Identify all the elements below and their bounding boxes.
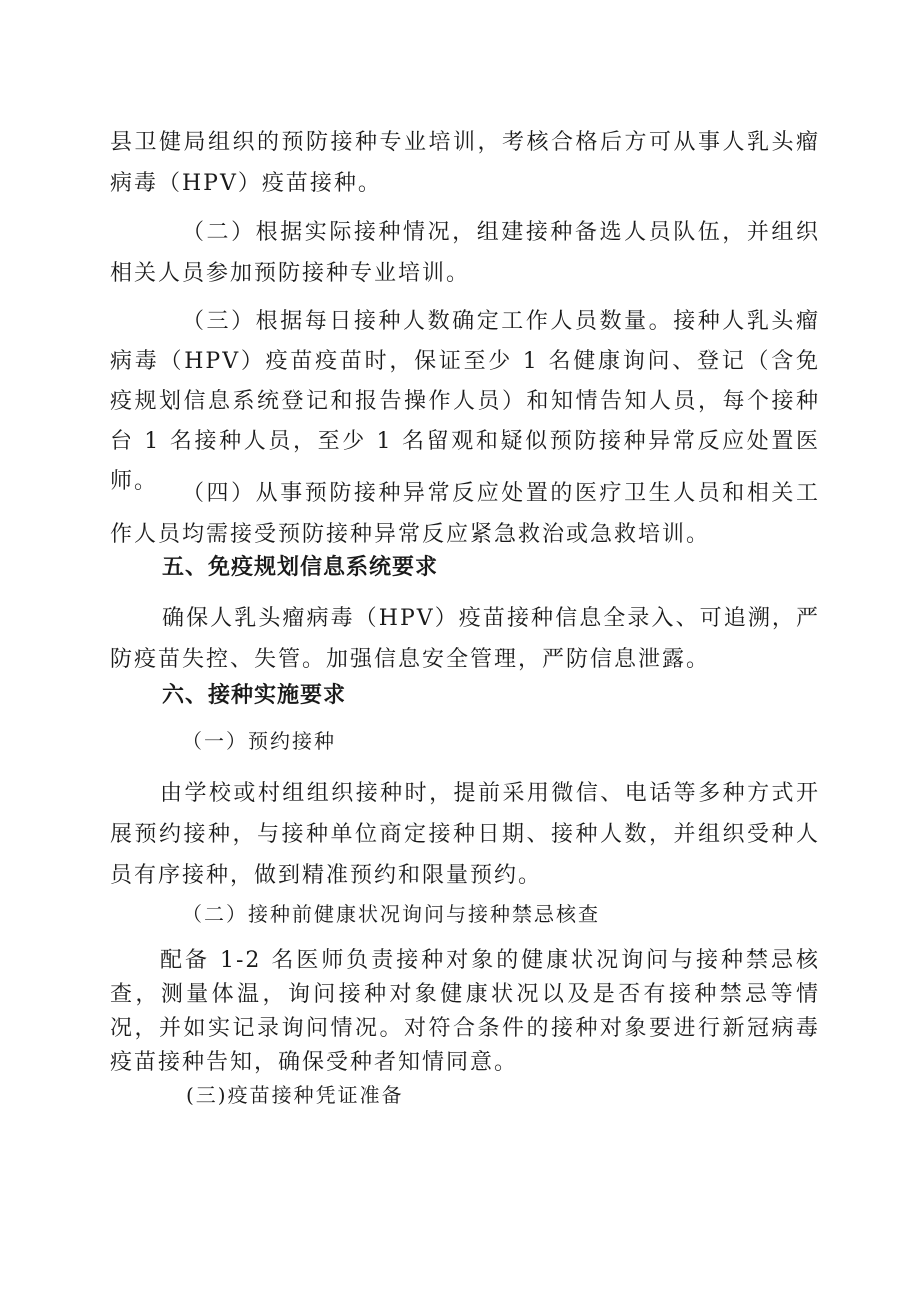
paragraph-training-continued: 县卫健局组织的预防接种专业培训，考核合格后方可从事人乳头瘤病毒（HPV）疫苗接种。 [110,130,820,196]
section-heading-6: 六、接种实施要求 [162,683,347,708]
section-heading-5: 五、免疫规划信息系统要求 [162,555,439,580]
subheading-health-check: （二）接种前健康状况询问与接种禁忌核查 [182,902,600,926]
paragraph-item-4-emergency-training: （四）从事预防接种异常反应处置的医疗卫生人员和相关工作人员均需接受预防接种异常反应紧急救治或急救培训。 [110,481,820,547]
paragraph-appointment: 由学校或村组组织接种时，提前采用微信、电话等多种方式开展预约接种，与接种单位商定接种日期、接种人数，并组织受种人员有序接种，做到精准预约和限量预约。 [110,781,820,888]
paragraph-item-3-staffing: （三）根据每日接种人数确定工作人员数量。接种人乳头瘤病毒（HPV）疫苗疫苗时，保证至少 1 名健康询问、登记（含免疫规划信息系统登记和报告操作人员）和知情告知人员，每个接种台 1 名接种人员，至少 1 名留观和疑似预防接种异常反应处置医师。 [110,309,820,494]
subheading-appointment: （一）预约接种 [182,729,336,753]
paragraph-info-system: 确保人乳头瘤病毒（HPV）疫苗接种信息全录入、可追溯，严防疫苗失控、失管。加强信息安全管理，严防信息泄露。 [110,606,820,672]
subheading-vaccination-certificate: (三)疫苗接种凭证准备 [186,1083,404,1107]
paragraph-health-check: 配备 1-2 名医师负责接种对象的健康状况询问与接种禁忌核查，测量体温，询问接种对象健康状况以及是否有接种禁忌等情况，并如实记录询问情况。对符合条件的接种对象要进行新冠病毒疫苗接种告知，确保受种者知情同意。 [110,948,820,1075]
paragraph-item-2-backup-staff: （二）根据实际接种情况，组建接种备选人员队伍，并组织相关人员参加预防接种专业培训。 [110,220,820,286]
